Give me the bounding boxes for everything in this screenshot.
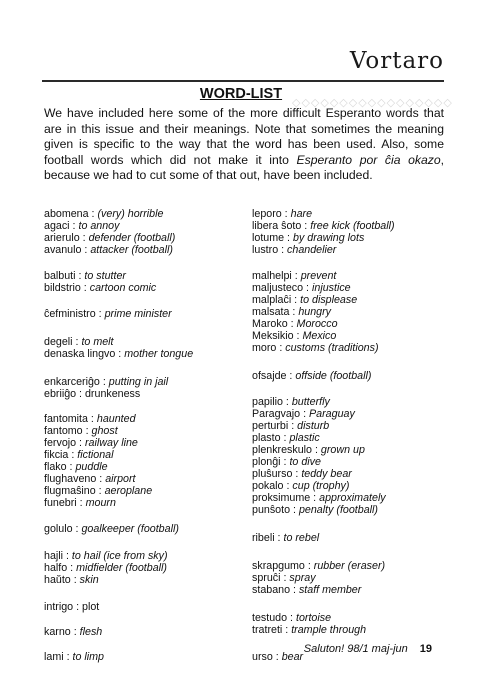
list-item: skrapgumo : rubber (eraser) — [252, 560, 386, 572]
list-item: stabano : staff member — [252, 584, 362, 596]
list-item: papilio : butterfly — [252, 396, 330, 408]
page-heading: WORD-LIST — [199, 86, 283, 102]
list-item: Meksikio : Mexico — [252, 330, 337, 342]
list-item: flughaveno : airport — [44, 473, 136, 485]
list-item: perturbi : disturb — [252, 420, 330, 432]
list-item: Maroko : Morocco — [252, 318, 338, 330]
list-item: flako : puddle — [44, 461, 108, 473]
list-item: fervojo : railway line — [44, 437, 138, 449]
list-item: abomena : (very) horrible — [44, 208, 164, 220]
list-item: leporo : hare — [252, 208, 313, 220]
list-item: haŭto : skin — [44, 574, 99, 586]
list-item: enkarceriĝo : putting in jail — [44, 376, 169, 388]
list-item: fantomita : haunted — [44, 413, 136, 425]
list-item: punŝoto : penalty (football) — [252, 504, 378, 516]
list-item: denaska lingvo : mother tongue — [44, 348, 194, 360]
list-item: funebri : mourn — [44, 497, 116, 509]
list-item: degeli : to melt — [44, 336, 114, 348]
list-item: plonĝi : to dive — [252, 456, 321, 468]
list-item: malplaĉi : to displease — [252, 294, 358, 306]
list-item: plenkreskulo : grown up — [252, 444, 365, 456]
list-item: testudo : tortoise — [252, 612, 332, 624]
list-item: spruĉi : spray — [252, 572, 316, 584]
list-item: flugmaŝino : aeroplane — [44, 485, 153, 497]
list-item: pokalo : cup (trophy) — [252, 480, 350, 492]
list-item: lustro : chandelier — [252, 244, 337, 256]
list-item: malsata : hungry — [252, 306, 332, 318]
list-item: moro : customs (traditions) — [252, 342, 379, 354]
bleed-through-mark: ◇◇◇◇◇◇◇◇◇◇◇◇◇◇◇◇◇ — [292, 97, 453, 109]
list-item: golulo : goalkeeper (football) — [44, 523, 179, 535]
list-item: halfo : midfielder (football) — [44, 562, 167, 574]
page-footer — [304, 643, 432, 655]
list-item: fikcia : fictional — [44, 449, 114, 461]
list-item: lotume : by drawing lots — [252, 232, 365, 244]
intro-text-2: , because we had to cut some of that out, have been included. — [44, 152, 444, 182]
list-item: ebriiĝo : drunkeness — [44, 388, 141, 400]
list-item: ofsajde : offside (football) — [252, 370, 372, 382]
intro-text-1: We have included here some of the more difficult Esperanto words that are in this issue and their meanings. Note that sometimes the meaning given is specific to the way that the word has been used. Also, some football words which did not make it into — [44, 106, 444, 167]
list-item: agaci : to annoy — [44, 220, 120, 232]
header-rule — [42, 80, 444, 82]
page-number: 19 — [419, 643, 432, 655]
list-item: arierulo : defender (football) — [44, 232, 176, 244]
list-item: pluŝurso : teddy bear — [252, 468, 352, 480]
list-item: balbuti : to stutter — [44, 270, 126, 282]
list-item: karno : flesh — [44, 626, 103, 638]
list-item: plasto : plastic — [252, 432, 320, 444]
list-item: hajli : to hail (ice from sky) — [44, 550, 168, 562]
list-item: intrigo : plot — [44, 601, 100, 613]
list-item: bildstrio : cartoon comic — [44, 282, 157, 294]
list-item: urso : bear — [252, 651, 304, 663]
list-item: fantomo : ghost — [44, 425, 118, 437]
magazine-issue: Saluton! 98/1 maj-jun — [303, 643, 408, 655]
list-item: ĉefministro : prime minister — [44, 308, 172, 320]
list-item: maljusteco : injustice — [252, 282, 351, 294]
list-item: ribeli : to rebel — [252, 532, 320, 544]
list-item: avanulo : attacker (football) — [44, 244, 173, 256]
list-item: proksimume : approximately — [252, 492, 386, 504]
section-title: Vortaro — [349, 48, 444, 74]
intro-book-title: Esperanto por ĉia okazo — [296, 152, 441, 167]
list-item: tratreti : trample through — [252, 624, 367, 636]
list-item: malhelpi : prevent — [252, 270, 337, 282]
list-item: Paragvajo : Paraguay — [252, 408, 355, 420]
list-item: lami : to limp — [44, 651, 104, 663]
list-item: libera ŝoto : free kick (football) — [252, 220, 395, 232]
intro-paragraph — [44, 106, 444, 184]
